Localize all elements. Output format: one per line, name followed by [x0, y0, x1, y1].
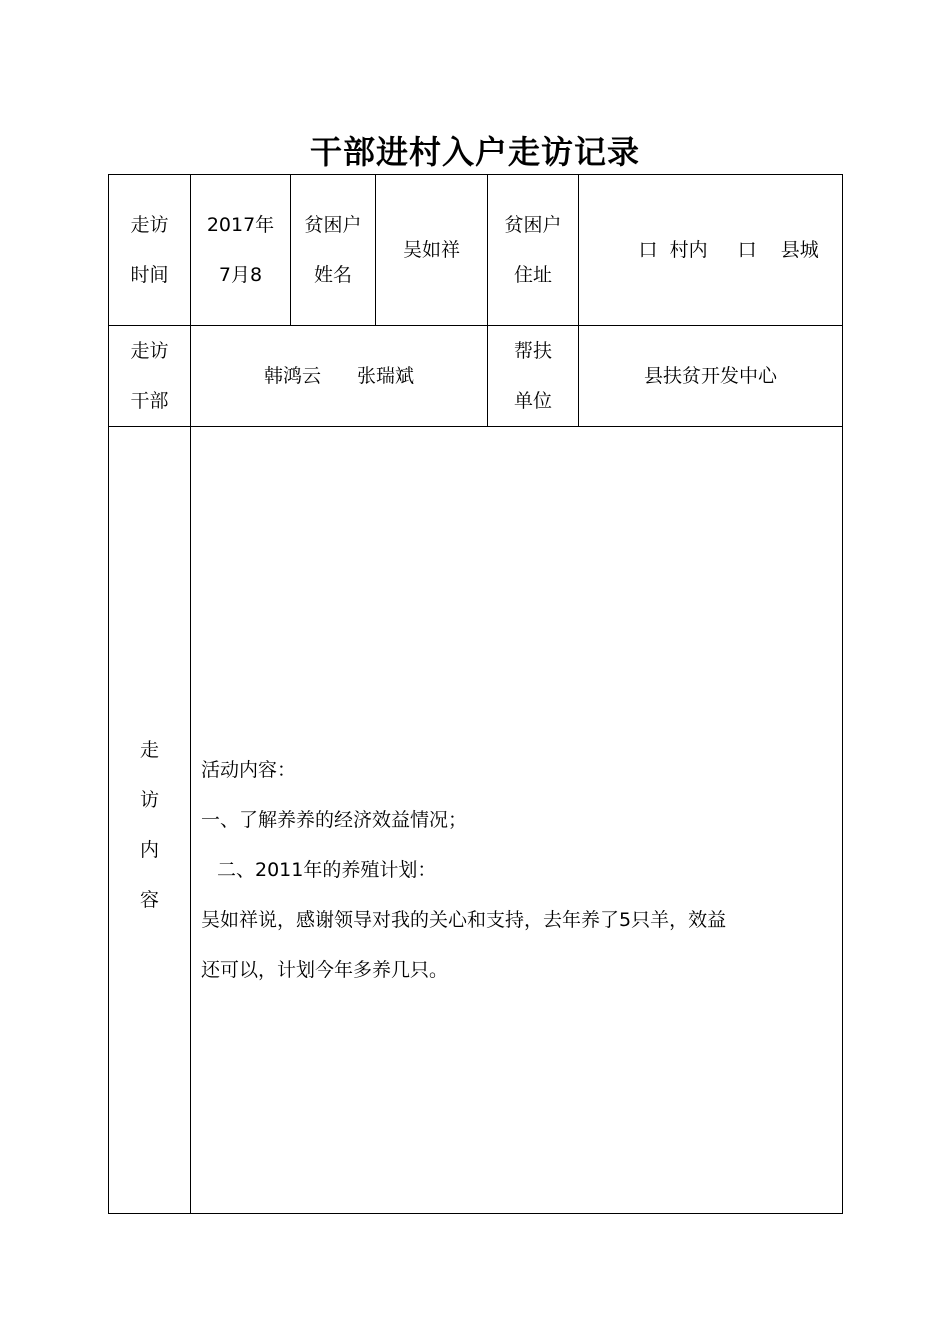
household-address-label-line2: 住址 — [513, 264, 552, 286]
address-option-county: 口 县城 — [737, 239, 819, 261]
household-address-options — [579, 175, 843, 326]
address-option-village: 口 村内 — [638, 239, 708, 261]
visit-time-label-line1: 走访 — [130, 214, 169, 236]
document-title: 干部进村入户走访记录 — [309, 133, 640, 171]
cadre-label-line1: 走访 — [130, 340, 169, 362]
content-label-char-4: 容 — [139, 889, 159, 911]
content-line-4: 吴如祥说，感谢领导对我的关心和支持，去年养了5只羊，效益 — [201, 909, 727, 931]
table-row — [109, 326, 843, 427]
content-body — [191, 427, 842, 995]
content-label-char-2: 访 — [139, 789, 159, 811]
table-row — [109, 175, 843, 326]
content-label-cell — [109, 427, 191, 1214]
support-unit-label-cell — [488, 326, 579, 427]
household-name-label-line1: 贫困户 — [304, 214, 362, 236]
household-address-label-line1: 贫困户 — [504, 214, 562, 236]
support-unit-label-line1: 帮扶 — [513, 340, 552, 362]
cadre-name-2: 张瑞斌 — [357, 365, 415, 387]
cadre-label-line2: 干部 — [130, 390, 169, 412]
content-line-2: 一、了解养养的经济效益情况； — [201, 809, 468, 831]
table-row — [109, 427, 843, 1214]
cadre-name-1: 韩鸿云 — [263, 365, 321, 387]
household-address-label-cell — [488, 175, 579, 326]
visit-time-label-cell — [109, 175, 191, 326]
content-line-1: 活动内容： — [201, 759, 297, 781]
cadre-label-cell — [109, 326, 191, 427]
cadre-names-cell — [191, 326, 488, 427]
household-name-label-line2: 姓名 — [313, 264, 352, 286]
household-name-label-cell — [291, 175, 376, 326]
content-line-3: 二、2011年的养殖计划： — [217, 859, 437, 881]
visit-time-value-line2: 7月8 — [218, 264, 263, 286]
visit-record-table — [108, 174, 843, 1214]
support-unit-value: 县扶贫开发中心 — [579, 326, 843, 427]
content-label-char-3: 内 — [139, 839, 159, 861]
visit-time-value-cell — [191, 175, 291, 326]
content-line-5: 还可以，计划今年多养几只。 — [201, 959, 449, 981]
support-unit-label-line2: 单位 — [513, 390, 552, 412]
content-label-char-1: 走 — [139, 739, 159, 761]
household-name-value: 吴如祥 — [376, 175, 488, 326]
visit-time-value-line1: 2017年 — [206, 214, 275, 236]
content-body-cell — [191, 427, 843, 1214]
visit-time-label-line2: 时间 — [130, 264, 169, 286]
